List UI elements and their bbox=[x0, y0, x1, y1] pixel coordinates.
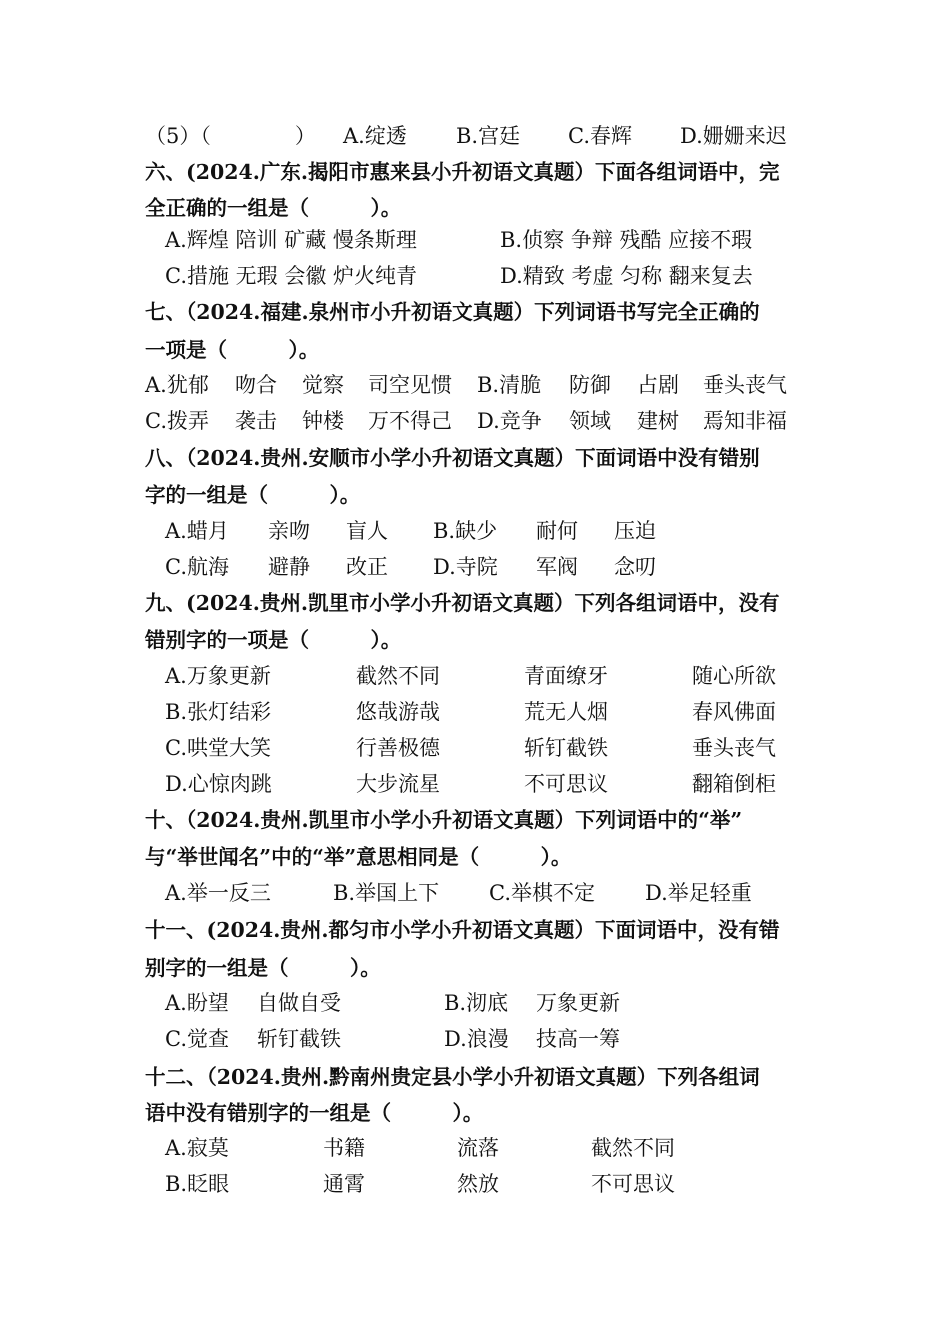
option-c-word-3: 改正 bbox=[346, 555, 388, 579]
option-b-word-3: 荒无人烟 bbox=[524, 700, 608, 724]
option-b-word-3: 占剧 bbox=[637, 373, 679, 397]
option-a-word-4: 截然不同 bbox=[591, 1136, 675, 1160]
option-c: C.举棋不定 bbox=[489, 881, 595, 905]
option-c-word-3: 钟楼 bbox=[302, 409, 344, 433]
option-d-word-2: 技高一筹 bbox=[536, 1027, 620, 1051]
option-c: C.觉查 bbox=[165, 1027, 229, 1051]
option-c-word-2: 行善极德 bbox=[356, 736, 440, 760]
option-d-word-3: 不可思议 bbox=[524, 772, 608, 796]
q9-stem-line-1: 九、(2024.贵州.凯里市小学小升初语文真题）下列各组词语中，没有 bbox=[145, 591, 780, 615]
option-b: B.眨眼 bbox=[165, 1172, 230, 1196]
option-b-word-4: 春风佛面 bbox=[692, 700, 776, 724]
option-a: A.绽透 bbox=[343, 124, 407, 148]
option-a: A.犹郁 bbox=[145, 373, 209, 397]
option-b: B.举国上下 bbox=[333, 881, 440, 905]
q12-stem-line-1: 十二、（2024.贵州.黔南州贵定县小学小升初语文真题）下列各组词 bbox=[145, 1065, 760, 1089]
option-c-word-2: 袭击 bbox=[235, 409, 277, 433]
option-b: B.沏底 bbox=[444, 991, 509, 1015]
q10-stem-line-1: 十、（2024.贵州.凯里市小学小升初语文真题）下列词语中的“举” bbox=[145, 808, 743, 832]
option-d: D.竞争 bbox=[477, 409, 542, 433]
option-b-word-4: 垂头丧气 bbox=[703, 373, 787, 397]
q9-stem-line-2: 错别字的一项是（ ）。 bbox=[145, 628, 402, 652]
option-a: A.寂莫 bbox=[165, 1136, 229, 1160]
option-b-word-4: 不可思议 bbox=[591, 1172, 675, 1196]
option-c-word-4: 万不得己 bbox=[368, 409, 452, 433]
q7-stem-line-2: 一项是（ ）。 bbox=[145, 338, 320, 362]
option-d-word-2: 大步流星 bbox=[356, 772, 440, 796]
q10-options-row bbox=[0, 875, 950, 911]
option-b: B.缺少 bbox=[433, 519, 498, 543]
option-a: A.万象更新 bbox=[165, 664, 271, 688]
option-c: C.哄堂大笑 bbox=[165, 736, 271, 760]
option-a-word-2: 亲吻 bbox=[268, 519, 310, 543]
q6-options-row-1 bbox=[0, 222, 950, 258]
option-b-word-2: 通霄 bbox=[323, 1172, 365, 1196]
option-b-word-3: 压迫 bbox=[614, 519, 656, 543]
option-c: C.措施 无瑕 会徽 炉火纯青 bbox=[165, 264, 418, 288]
q11-stem-line-2: 别字的一组是（ ）。 bbox=[145, 956, 381, 980]
q5-number: （5）（ ） bbox=[145, 124, 316, 148]
q8-stem-line-2: 字的一组是（ ）。 bbox=[145, 483, 361, 507]
option-a-word-3: 觉察 bbox=[302, 373, 344, 397]
option-d: D.精致 考虚 匀称 翻来复去 bbox=[500, 264, 753, 288]
q8-options-row-2 bbox=[0, 549, 950, 585]
q11-stem-line-1: 十一、(2024.贵州.都匀市小学小升初语文真题）下面词语中，没有错 bbox=[145, 918, 780, 942]
q11-options-row-1 bbox=[0, 985, 950, 1021]
option-a-word-4: 随心所欲 bbox=[692, 664, 776, 688]
option-c-word-2: 斩钉截铁 bbox=[257, 1027, 341, 1051]
option-d: D.浪漫 bbox=[444, 1027, 509, 1051]
option-d-word-3: 建树 bbox=[637, 409, 679, 433]
option-c: C.春辉 bbox=[568, 124, 632, 148]
option-d: D.姗姗来迟 bbox=[680, 124, 787, 148]
q11-options-row-2 bbox=[0, 1021, 950, 1057]
option-d-word-2: 军阀 bbox=[536, 555, 578, 579]
option-a: A.蜡月 bbox=[165, 519, 229, 543]
q7-stem-line-1: 七、（2024.福建.泉州市小升初语文真题）下列词语书写完全正确的 bbox=[145, 300, 760, 324]
option-d-word-3: 念叨 bbox=[614, 555, 656, 579]
q9-option-d-row bbox=[0, 766, 950, 802]
option-a-word-3: 青面缭牙 bbox=[524, 664, 608, 688]
option-d: D.举足轻重 bbox=[645, 881, 752, 905]
q7-options-row-1 bbox=[0, 367, 950, 403]
option-a-word-3: 流落 bbox=[457, 1136, 499, 1160]
q7-options-row-2 bbox=[0, 403, 950, 439]
q12-option-a-row bbox=[0, 1130, 950, 1166]
option-c-word-4: 垂头丧气 bbox=[692, 736, 776, 760]
option-d: D.寺院 bbox=[433, 555, 498, 579]
option-c-word-3: 斩钉截铁 bbox=[524, 736, 608, 760]
q9-option-b-row bbox=[0, 694, 950, 730]
q10-stem-line-2: 与“举世闻名”中的“举”意思相同是（ ）。 bbox=[145, 845, 572, 869]
q6-options-row-2 bbox=[0, 258, 950, 294]
q9-option-c-row bbox=[0, 730, 950, 766]
q12-option-b-row bbox=[0, 1166, 950, 1202]
option-d-word-2: 领域 bbox=[569, 409, 611, 433]
option-a: A.盼望 bbox=[165, 991, 229, 1015]
option-c: C.航海 bbox=[165, 555, 229, 579]
q6-stem-line-1: 六、(2024.广东.揭阳市惠来县小升初语文真题）下面各组词语中，完 bbox=[145, 160, 780, 184]
option-d: D.心惊肉跳 bbox=[165, 772, 272, 796]
option-a-word-3: 盲人 bbox=[346, 519, 388, 543]
option-b-word-2: 防御 bbox=[569, 373, 611, 397]
q5-options-line bbox=[0, 118, 950, 154]
option-d-word-4: 翻箱倒柜 bbox=[692, 772, 776, 796]
option-b-word-2: 耐何 bbox=[536, 519, 578, 543]
option-a-word-2: 截然不同 bbox=[356, 664, 440, 688]
q12-stem-line-2: 语中没有错别字的一组是（ ）。 bbox=[145, 1101, 484, 1125]
option-b-word-2: 万象更新 bbox=[536, 991, 620, 1015]
option-b-word-3: 然放 bbox=[457, 1172, 499, 1196]
option-c: C.拨弄 bbox=[145, 409, 209, 433]
option-a-word-2: 自做自受 bbox=[257, 991, 341, 1015]
q8-stem-line-1: 八、（2024.贵州.安顺市小学小升初语文真题）下面词语中没有错别 bbox=[145, 446, 760, 470]
option-b: B.侦察 争辩 残酷 应接不瑕 bbox=[500, 228, 753, 252]
option-b: B.清脆 bbox=[477, 373, 542, 397]
option-b: B.张灯结彩 bbox=[165, 700, 272, 724]
q9-option-a-row bbox=[0, 658, 950, 694]
option-a: A.举一反三 bbox=[165, 881, 271, 905]
option-a: A.辉煌 陪训 矿藏 慢条斯理 bbox=[165, 228, 417, 252]
option-b-word-2: 悠哉游哉 bbox=[356, 700, 440, 724]
option-b: B.宫廷 bbox=[456, 124, 521, 148]
option-a-word-4: 司空见惯 bbox=[368, 373, 452, 397]
q6-stem-line-2: 全正确的一组是（ ）。 bbox=[145, 196, 402, 220]
q8-options-row-1 bbox=[0, 513, 950, 549]
option-a-word-2: 吻合 bbox=[235, 373, 277, 397]
option-d-word-4: 焉知非福 bbox=[703, 409, 787, 433]
option-c-word-2: 避静 bbox=[268, 555, 310, 579]
option-a-word-2: 书籍 bbox=[323, 1136, 365, 1160]
